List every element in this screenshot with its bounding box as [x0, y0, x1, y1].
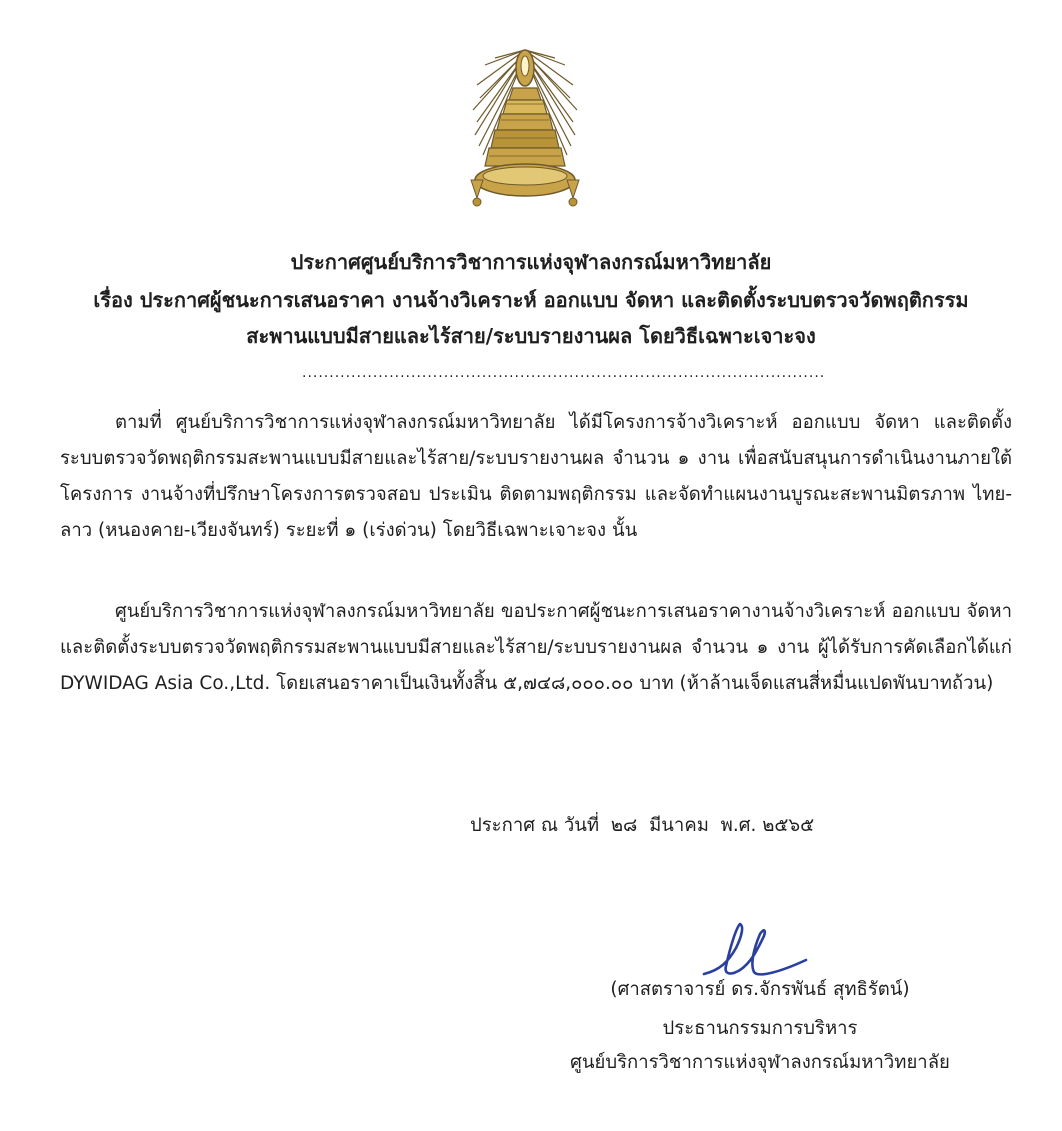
signatory-name: (ศาสตราจารย์ ดร.จักรพันธ์ สุทธิรัตน์)	[610, 979, 910, 1000]
announcement-subject: เรื่อง ประกาศผู้ชนะการเสนอราคา งานจ้างวิเคราะห์ ออกแบบ จัดหา และติดตั้งระบบตรวจวัดพฤติกรรม	[93, 288, 969, 312]
announcement-date: ประกาศ ณ วันที่ ๒๘ มีนาคม พ.ศ. ๒๕๖๕	[470, 815, 815, 836]
body-paragraph-1-text: ตามที่ ศูนย์บริการวิชาการแห่งจุฬาลงกรณ์มหาวิทยาลัย ได้มีโครงการจ้างวิเคราะห์ ออกแบบ จัดหา และติดตั้งระบบตรวจวัดพฤติกรรมสะพานแบบมีสายและไร้สาย/ระบบรายงานผล จำนวน ๑ งาน เพื่อสนับสนุนการดำเนินงานภายใต้โครงการ งานจ้างที่ปรึกษาโครงการตรวจสอบ ประเมิน ติดตามพฤติกรรม และจัดทำแผนงานบูรณะสะพานมิตรภาพ ไทย-ลาว (หนองคาย-เวียงจันทร์) ระยะที่ ๑ (เร่งด่วน) โดยวิธีเฉพาะเจาะจง นั้น	[60, 412, 1012, 541]
announcement-subject-continued: สะพานแบบมีสายและไร้สาย/ระบบรายงานผล โดยวิธีเฉพาะเจาะจง	[246, 324, 816, 348]
dotted-separator: ................................................................................................	[302, 365, 826, 381]
body-paragraph-2	[60, 594, 1012, 702]
signature-icon	[700, 918, 810, 986]
body-paragraph-1	[60, 405, 1012, 549]
signatory-position: ประธานกรรมการบริหาร	[662, 1018, 858, 1039]
university-emblem-icon	[455, 30, 595, 216]
body-paragraph-2-text: ศูนย์บริการวิชาการแห่งจุฬาลงกรณ์มหาวิทยาลัย ขอประกาศผู้ชนะการเสนอราคางานจ้างวิเคราะห์ ออกแบบ จัดหา และติดตั้งระบบตรวจวัดพฤติกรรมสะพานแบบมีสายและไร้สาย/ระบบรายงานผล จำนวน ๑ งาน ผู้ได้รับการคัดเลือกได้แก่ DYWIDAG Asia Co.,Ltd. โดยเสนอราคาเป็นเงินทั้งสิ้น ๕,๗๔๘,๐๐๐.๐๐ บาท (ห้าล้านเจ็ดแสนสี่หมื่นแปดพันบาทถ้วน)	[60, 601, 1012, 694]
signatory-organization: ศูนย์บริการวิชาการแห่งจุฬาลงกรณ์มหาวิทยาลัย	[570, 1052, 950, 1073]
announcement-title: ประกาศศูนย์บริการวิชาการแห่งจุฬาลงกรณ์มหาวิทยาลัย	[290, 250, 772, 274]
